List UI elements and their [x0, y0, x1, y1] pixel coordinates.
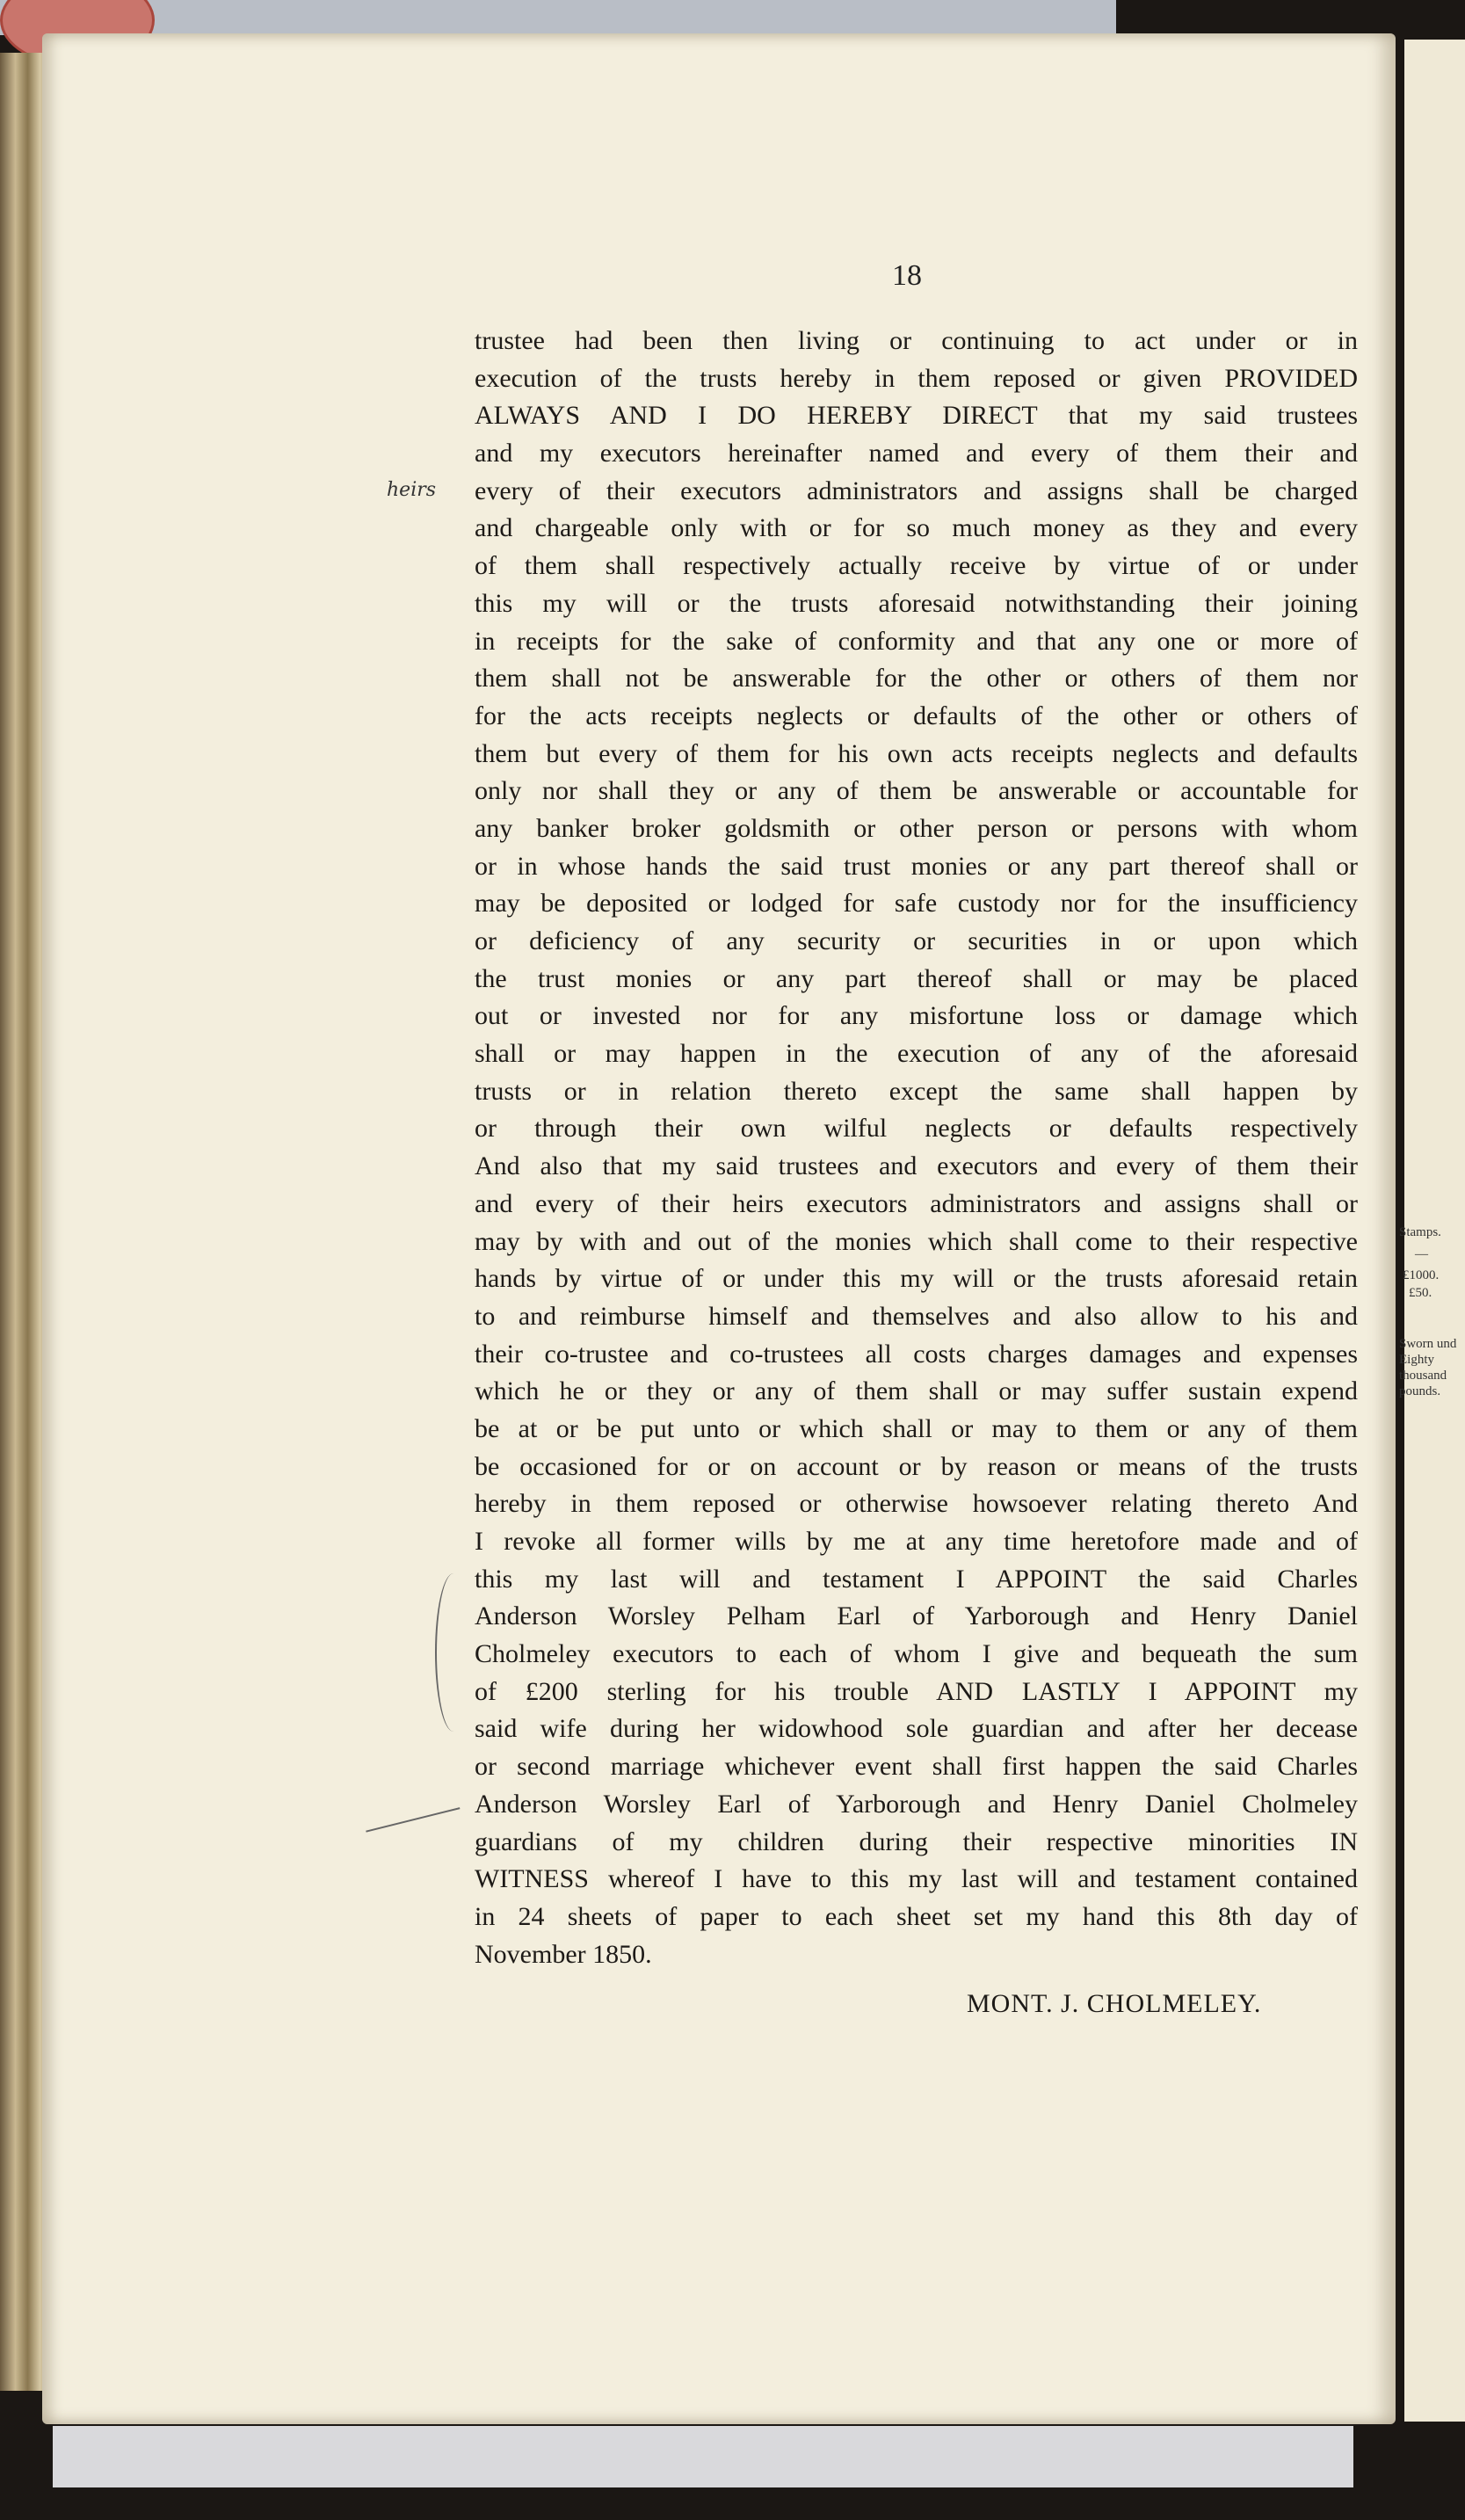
- margin-sworn-2: Eighty: [1399, 1353, 1434, 1367]
- text-line: may by with and out of the monies which shall come to their respective: [475, 1226, 1358, 1256]
- text-line: out or invested nor for any misfortune loss or damage which: [475, 1001, 1358, 1031]
- text-line: this my last will and testament I APPOINT the said Charles: [475, 1564, 1358, 1594]
- margin-bracket-mark: [435, 1573, 472, 1732]
- text-line: in 24 sheets of paper to each sheet set my hand this 8th day of: [475, 1901, 1358, 1931]
- text-line: And also that my said trustees and executors and every of them their: [475, 1151, 1358, 1181]
- text-line: in receipts for the sake of conformity and that any one or more of: [475, 626, 1358, 656]
- page-number: 18: [892, 259, 922, 292]
- text-line: be occasioned for or on account or by reason or means of the trusts: [475, 1451, 1358, 1481]
- background-strip: [0, 0, 1116, 35]
- text-line: them but every of them for his own acts receipts neglects and defaults: [475, 738, 1358, 768]
- text-line: the trust monies or any part thereof shall or may be placed: [475, 963, 1358, 993]
- margin-amount-1: £1000.: [1403, 1268, 1440, 1282]
- margin-stamps-heading: Stamps.: [1399, 1225, 1441, 1239]
- text-line: or through their own wilful neglects or defaults respectively: [475, 1114, 1358, 1144]
- text-line: which he or they or any of them shall or may suffer sustain expend: [475, 1376, 1358, 1406]
- text-line: November 1850.: [475, 1939, 652, 1969]
- margin-sworn-3: thousand: [1399, 1369, 1447, 1383]
- text-line: shall or may happen in the execution of any of the aforesaid: [475, 1039, 1358, 1069]
- text-line: said wife during her widowhood sole guardian and after her decease: [475, 1714, 1358, 1744]
- text-line: Anderson Worsley Pelham Earl of Yarborough and Henry Daniel: [475, 1601, 1358, 1631]
- bottom-page-edge: [53, 2426, 1353, 2487]
- text-line: or in whose hands the said trust monies or any part thereof shall or: [475, 851, 1358, 881]
- text-line: I revoke all former wills by me at any time heretofore made and of: [475, 1527, 1358, 1556]
- text-line: trusts or in relation thereto except the same shall happen by: [475, 1076, 1358, 1106]
- text-line: and my executors hereinafter named and every of them their and: [475, 439, 1358, 468]
- text-line: may be deposited or lodged for safe custody nor for the insufficiency: [475, 889, 1358, 919]
- text-line: any banker broker goldsmith or other person or persons with whom: [475, 813, 1358, 843]
- margin-dash: —: [1415, 1247, 1428, 1261]
- margin-sworn-1: Sworn und: [1399, 1337, 1457, 1351]
- will-text: [475, 323, 1358, 1973]
- text-line: every of their executors administrators and assigns shall be charged: [475, 476, 1358, 505]
- text-line: or deficiency of any security or securities in or upon which: [475, 926, 1358, 955]
- text-line: for the acts receipts neglects or defaults of the other or others of: [475, 701, 1358, 730]
- text-line: be at or be put unto or which shall or may to them or any of them: [475, 1413, 1358, 1443]
- text-line: Anderson Worsley Earl of Yarborough and Henry Daniel Cholmeley: [475, 1789, 1358, 1819]
- text-line: of £200 sterling for his trouble AND LASTLY I APPOINT my: [475, 1676, 1358, 1706]
- text-line: their co-trustee and co-trustees all costs charges damages and expenses: [475, 1339, 1358, 1369]
- text-line: execution of the trusts hereby in them reposed or given PROVIDED: [475, 363, 1358, 393]
- text-line: Cholmeley executors to each of whom I give and bequeath the sum: [475, 1639, 1358, 1669]
- handwritten-insert: heirs: [387, 479, 437, 501]
- text-line: of them shall respectively actually receive by virtue of or under: [475, 551, 1358, 581]
- text-line: and every of their heirs executors administrators and assigns shall or: [475, 1188, 1358, 1218]
- text-line: hands by virtue of or under this my will or the trusts aforesaid retain: [475, 1264, 1358, 1294]
- text-line: hereby in them reposed or otherwise howsoever relating thereto And: [475, 1489, 1358, 1519]
- text-line: them shall not be answerable for the other or others of them nor: [475, 664, 1358, 694]
- text-line: and chargeable only with or for so much money as they and every: [475, 513, 1358, 543]
- text-line: this my will or the trusts aforesaid notwithstanding their joining: [475, 588, 1358, 618]
- margin-sworn-4: pounds.: [1399, 1384, 1441, 1398]
- text-line: trustee had been then living or continuing to act under or in: [475, 326, 1358, 355]
- text-line: only nor shall they or any of them be answerable or accountable for: [475, 776, 1358, 806]
- text-line: to and reimburse himself and themselves and also allow to his and: [475, 1301, 1358, 1331]
- text-line: ALWAYS AND I DO HEREBY DIRECT that my said trustees: [475, 401, 1358, 431]
- signature: MONT. J. CHOLMELEY.: [967, 1989, 1262, 2018]
- text-line: WITNESS whereof I have to this my last will and testament contained: [475, 1864, 1358, 1894]
- margin-amount-2: £50.: [1409, 1286, 1432, 1300]
- text-line: guardians of my children during their respective minorities IN: [475, 1826, 1358, 1856]
- text-line: or second marriage whichever event shall first happen the said Charles: [475, 1752, 1358, 1782]
